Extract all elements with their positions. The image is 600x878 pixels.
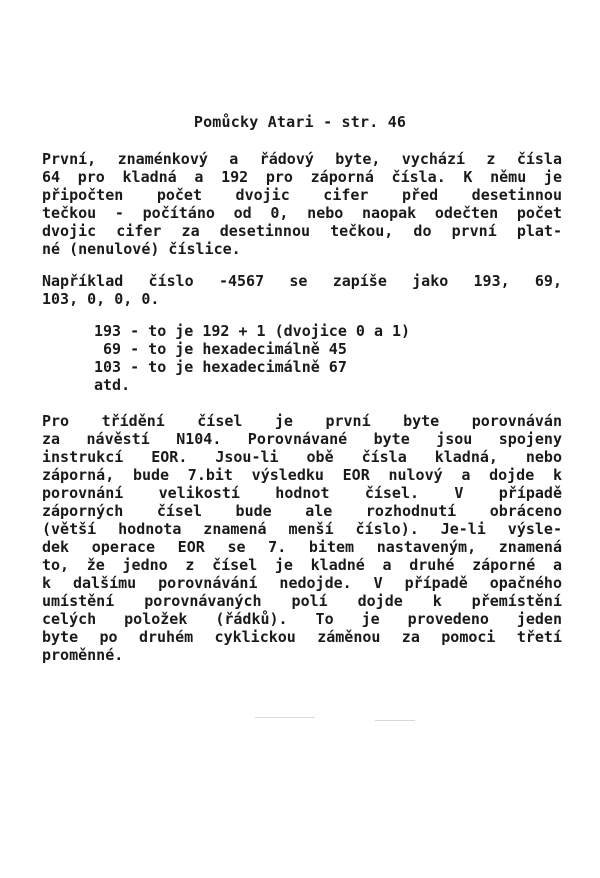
page-header: Pomůcky Atari - str. 46 xyxy=(193,113,407,131)
text-line: instrukcí EOR. Jsou-li obě čísla kladná, nebo xyxy=(42,448,562,466)
example-line: 69 - to je hexadecimálně 45 xyxy=(94,340,347,358)
text-line: byte po druhém cyklickou záměnou za pomoci třetí xyxy=(42,628,562,646)
text-line: porovnání velikostí hodnot čísel. V případě xyxy=(42,484,562,502)
text-line: (větší hodnota znamená menší číslo). Je-li výsle- xyxy=(42,520,562,538)
example-line: atd. xyxy=(94,376,131,394)
text-line: umístění porovnávaných polí dojde k přemístění xyxy=(42,592,562,610)
text-line: 64 pro kladná a 192 pro záporná čísla. K němu je xyxy=(42,168,562,186)
text-line: proměnné. xyxy=(42,646,124,664)
paragraph-example-intro xyxy=(42,272,562,308)
text-line: 103, 0, 0, 0. xyxy=(42,290,160,308)
text-line: Například číslo -4567 se zapíše jako 193, 69, xyxy=(42,272,562,290)
example-list xyxy=(94,322,600,394)
text-line: za návěstí N104. Porovnávané byte jsou spojeny xyxy=(42,430,562,448)
paragraph-sorting xyxy=(42,412,562,664)
text-line: První, znaménkový a řádový byte, vychází z čísla xyxy=(42,150,562,168)
show-through-mark xyxy=(255,717,315,718)
text-line: dvojic cifer za desetinnou tečkou, do první plat- xyxy=(42,222,562,240)
text-line: záporných čísel bude ale rozhodnutí obráceno xyxy=(42,502,562,520)
text-line: dek operace EOR se 7. bitem nastaveným, znamená xyxy=(42,538,562,556)
text-line: připočten počet dvojic cifer před desetinnou xyxy=(42,186,562,204)
show-through-mark xyxy=(375,720,415,721)
text-line: záporná, bude 7.bit výsledku EOR nulový a dojde k xyxy=(42,466,562,484)
text-line: to, že jedno z čísel je kladné a druhé záporné a xyxy=(42,556,562,574)
text-line: k dalšímu porovnávání nedojde. V případě opačného xyxy=(42,574,562,592)
paragraph-number-format xyxy=(42,150,562,258)
text-line: tečkou - počítáno od 0, nebo naopak odečten počet xyxy=(42,204,562,222)
text-line: celých položek (řádků). To je provedeno jeden xyxy=(42,610,562,628)
text-line: Pro třídění čísel je první byte porovnáván xyxy=(42,412,562,430)
example-line: 103 - to je hexadecimálně 67 xyxy=(94,358,347,376)
text-line: né (nenulové) číslice. xyxy=(42,240,241,258)
example-line: 193 - to je 192 + 1 (dvojice 0 a 1) xyxy=(94,322,411,340)
